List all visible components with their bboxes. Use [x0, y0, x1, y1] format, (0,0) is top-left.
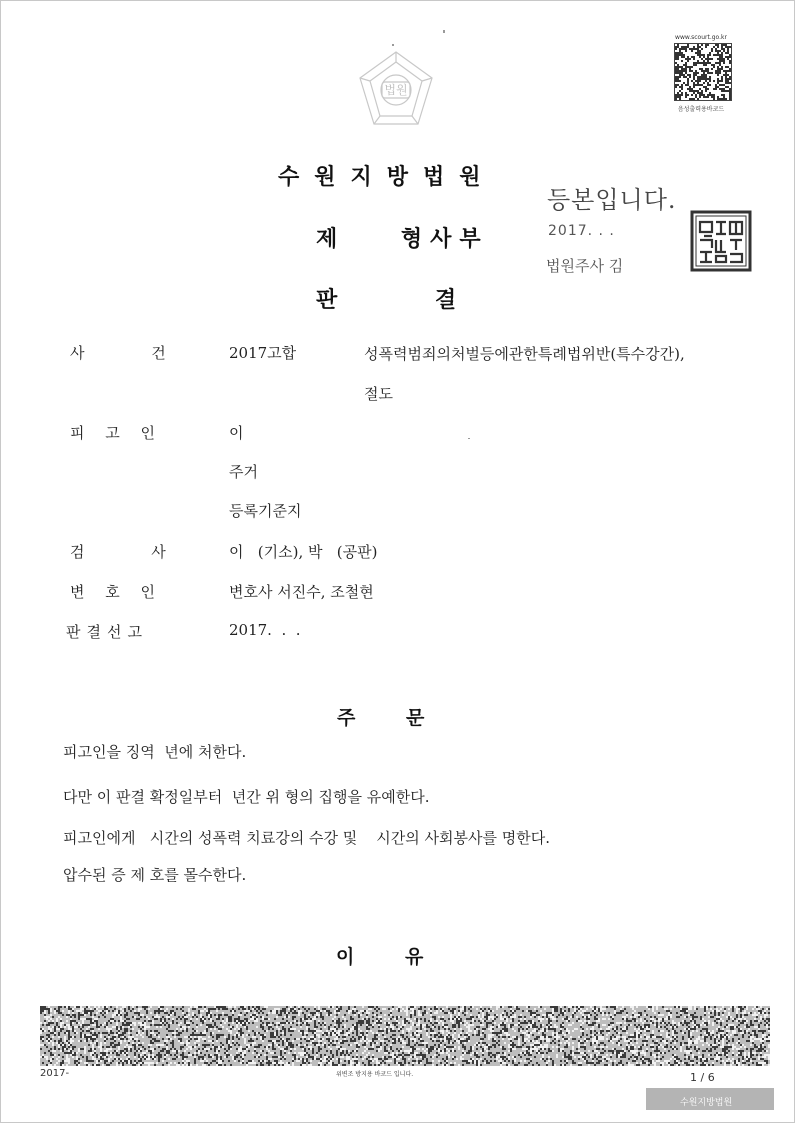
footer-court-name: 수원지방법원 — [680, 1098, 733, 1108]
certified-copy-stamp: 등본입니다. — [547, 186, 677, 214]
reasons-title: 이 유 — [336, 946, 424, 968]
order-title: 주 문 — [337, 707, 425, 729]
scan-speck — [443, 30, 445, 33]
order-line: 피고인을 징역 년에 처한다. — [63, 743, 247, 761]
prosecutor-value: 이 (기소), 박 (공판) — [229, 543, 378, 561]
defense-counsel-label: 변 호 인 — [70, 583, 156, 601]
case-charge-line2: 절도 — [364, 385, 393, 403]
court-name: 수원지방법원 — [278, 164, 496, 190]
order-line: 다만 이 판결 확정일부터 년간 위 형의 집행을 유예한다. — [63, 788, 430, 806]
case-charge-line1: 성폭력범죄의처벌등에관한특례법위반(특수강간), — [364, 345, 685, 363]
order-line: 피고인에게 시간의 성폭력 치료강의 수강 및 시간의 사회봉사를 명한다. — [63, 829, 550, 847]
residence-label: 주거 — [229, 463, 258, 481]
defense-counsel-value: 변호사 서진수, 조철현 — [229, 583, 374, 601]
verdict-date-label: 판결선고 — [66, 623, 148, 641]
scan-speck — [468, 438, 470, 439]
order-line: 압수된 증 제 호를 몰수한다. — [63, 866, 247, 884]
document-number: 2017- — [40, 1068, 70, 1079]
registered-address-label: 등록기준지 — [229, 502, 302, 520]
division-title: 제 형사부 — [316, 226, 489, 252]
defendant-label: 피 고 인 — [70, 424, 156, 442]
emblem-label: 법원 — [384, 83, 408, 97]
scan-speck — [392, 44, 394, 46]
case-number: 2017고합 — [229, 344, 297, 362]
page-number: 1 / 6 — [690, 1071, 715, 1084]
qr-code-icon — [674, 43, 732, 101]
defendant-name: 이 — [229, 424, 244, 442]
prosecutor-label: 검 사 — [70, 543, 166, 561]
certified-copy-date: 2017. . . — [548, 223, 615, 239]
certified-copy-clerk: 법원주사 김 — [546, 257, 624, 275]
qr-caption: 음성출력용바코드 — [677, 106, 725, 113]
case-label: 사 건 — [70, 344, 166, 362]
anti-forgery-caption: 위변조 방지용 바코드 입니다. — [336, 1071, 414, 1078]
official-seal-icon — [690, 210, 752, 272]
anti-forgery-barcode-icon — [40, 1006, 770, 1066]
judgment-title: 판 결 — [316, 287, 457, 313]
qr-url: www.scourt.go.kr — [675, 34, 727, 41]
verdict-date-value: 2017. . . — [229, 621, 301, 639]
